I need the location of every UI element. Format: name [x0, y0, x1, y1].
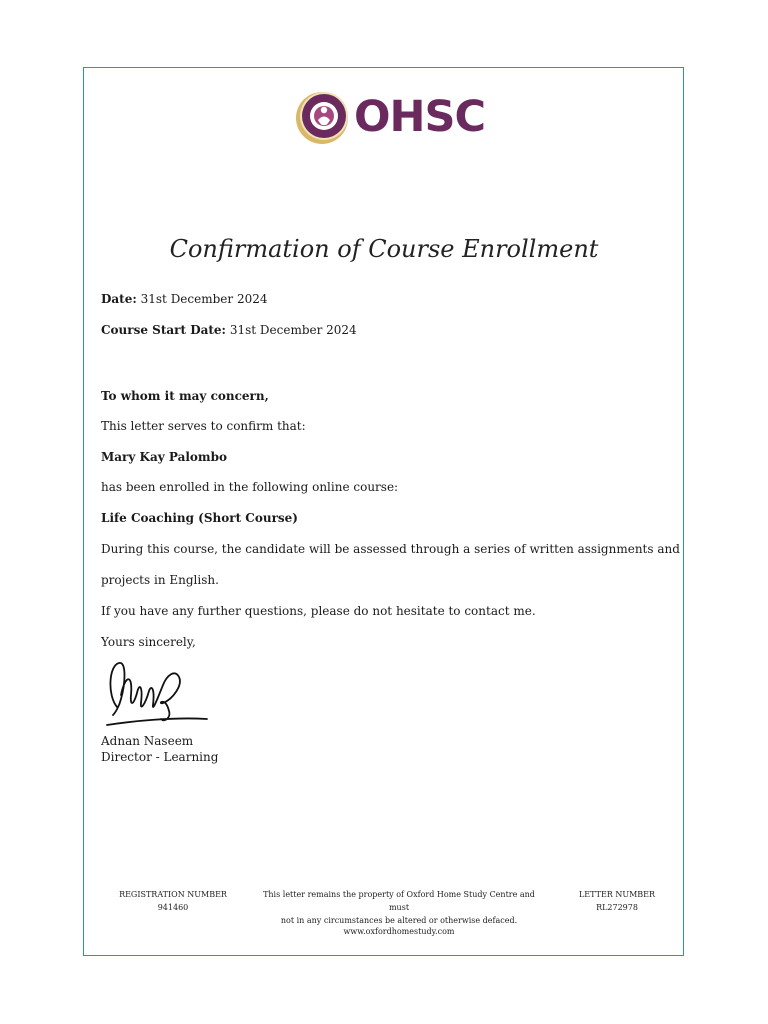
notice-line-2: not in any circumstances be altered or otherwise defaced. — [280, 916, 518, 925]
date-row — [101, 292, 268, 306]
enrolled-text: has been enrolled in the following online course: — [101, 480, 399, 494]
ohsc-logo — [294, 88, 485, 146]
brand-name: OHSC — [354, 91, 486, 142]
signer-title: Director - Learning — [101, 750, 219, 764]
intro-text: This letter serves to confirm that: — [101, 419, 306, 433]
date-label: Date: — [101, 292, 137, 306]
closing-text: Yours sincerely, — [101, 635, 196, 649]
date-value: 31st December 2024 — [140, 292, 268, 306]
salutation-text: To whom it may concern, — [101, 389, 269, 403]
signature — [103, 655, 213, 735]
course-name — [101, 511, 298, 525]
start-date-row — [101, 323, 357, 337]
course-name-text: Life Coaching (Short Course) — [101, 511, 298, 525]
start-date-value: 31st December 2024 — [229, 323, 357, 337]
student-name — [101, 450, 227, 464]
assessment-line-2: projects in English. — [101, 573, 219, 587]
letter-number-label: LETTER NUMBER — [578, 890, 656, 899]
signer-name: Adnan Naseem — [101, 734, 194, 748]
start-date-label: Course Start Date: — [101, 323, 226, 337]
salutation — [101, 389, 269, 403]
notice-line-1: This letter remains the property of Oxford Home Study Centre and must — [263, 890, 535, 912]
questions-text: If you have any further questions, please do not hesitate to contact me. — [101, 604, 536, 618]
registration-block — [108, 888, 238, 914]
ohsc-emblem-icon — [294, 88, 350, 146]
letter-number-block — [560, 888, 674, 914]
student-name-text: Mary Kay Palombo — [101, 450, 228, 464]
letter-number-value: RL272978 — [596, 903, 638, 912]
ownership-notice — [254, 888, 544, 927]
registration-label: REGISTRATION NUMBER — [119, 890, 227, 899]
registration-value: 941460 — [157, 903, 189, 912]
letter-title: Confirmation of Course Enrollment — [169, 235, 599, 263]
website-link[interactable]: www.oxfordhomestudy.com — [343, 927, 455, 936]
assessment-line-1: During this course, the candidate will be assessed through a series of written assignments and — [101, 542, 680, 556]
